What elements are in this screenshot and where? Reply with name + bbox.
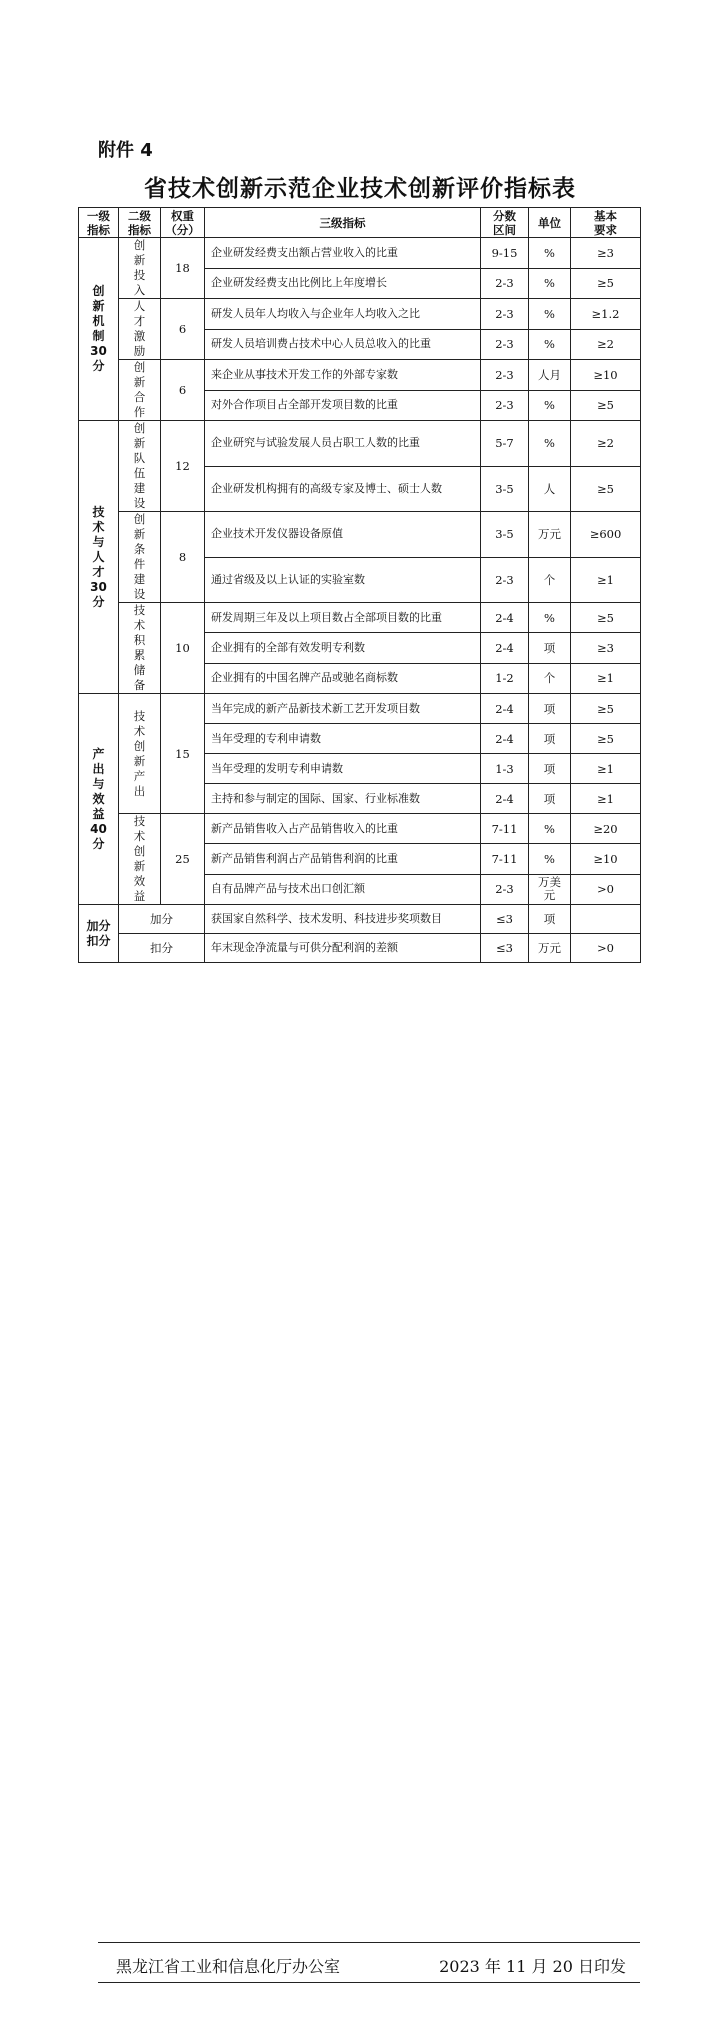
- indicator-cell: 企业拥有的全部有效发明专利数: [205, 633, 481, 663]
- indicator-cell: 企业拥有的中国名牌产品或驰名商标数: [205, 663, 481, 693]
- indicator-cell: 年末现金净流量与可供分配利润的差额: [205, 934, 481, 963]
- requirement-cell: ≥600: [571, 512, 641, 558]
- unit-cell: 项: [529, 754, 571, 784]
- unit-cell: %: [529, 329, 571, 360]
- requirement-cell: >0: [571, 874, 641, 904]
- indicator-cell: 主持和参与制定的国际、国家、行业标准数: [205, 784, 481, 814]
- header-range: 分数 区间: [481, 208, 529, 238]
- range-cell: 2-4: [481, 633, 529, 663]
- unit-cell: 万元: [529, 934, 571, 963]
- level1-output: 产 出 与 效 益 40 分: [79, 694, 119, 905]
- indicator-cell: 新产品销售利润占产品销售利润的比重: [205, 844, 481, 874]
- level2-subtract: 扣分: [119, 934, 205, 963]
- range-cell: 1-2: [481, 663, 529, 693]
- level1-mechanism: 创 新 机 制 30 分: [79, 238, 119, 421]
- header-level1: 一级 指标: [79, 208, 119, 238]
- unit-cell: 万元: [529, 512, 571, 558]
- level2-accumulation: 技 术 积 累 储 备: [119, 603, 161, 694]
- weight-cooperation: 6: [161, 360, 205, 421]
- attachment-label: 附件 4: [98, 140, 153, 161]
- weight-incentive: 6: [161, 299, 205, 360]
- weight-tech-output: 15: [161, 694, 205, 814]
- indicator-cell: 新产品销售收入占产品销售收入的比重: [205, 814, 481, 844]
- table-row: [79, 905, 641, 934]
- indicator-cell: 当年受理的专利申请数: [205, 724, 481, 754]
- unit-cell: %: [529, 844, 571, 874]
- requirement-cell: >0: [571, 934, 641, 963]
- unit-cell: 项: [529, 784, 571, 814]
- indicator-table: [78, 207, 641, 963]
- requirement-cell: ≥1.2: [571, 299, 641, 330]
- requirement-cell: ≥1: [571, 557, 641, 603]
- range-cell: 2-3: [481, 557, 529, 603]
- requirement-cell: ≥2: [571, 421, 641, 467]
- level2-tech-output: 技 术 创 新 产 出: [119, 694, 161, 814]
- range-cell: 1-3: [481, 754, 529, 784]
- table-row: [79, 299, 641, 330]
- footer-date: 2023 年 11 月 20 日印发: [439, 1957, 626, 1976]
- requirement-cell: ≥5: [571, 694, 641, 724]
- requirement-cell: ≥5: [571, 724, 641, 754]
- indicator-cell: 研发人员培训费占技术中心人员总收入的比重: [205, 329, 481, 360]
- header-level3: 三级指标: [205, 208, 481, 238]
- level2-cooperation: 创 新 合 作: [119, 360, 161, 421]
- requirement-cell: [571, 905, 641, 934]
- indicator-cell: 通过省级及以上认证的实验室数: [205, 557, 481, 603]
- level2-add: 加分: [119, 905, 205, 934]
- indicator-cell: 研发人员年人均收入与企业年人均收入之比: [205, 299, 481, 330]
- indicator-cell: 当年受理的发明专利申请数: [205, 754, 481, 784]
- weight-investment: 18: [161, 238, 205, 299]
- header-level2: 二级 指标: [119, 208, 161, 238]
- range-cell: 2-3: [481, 874, 529, 904]
- indicator-cell: 企业技术开发仪器设备原值: [205, 512, 481, 558]
- range-cell: 2-4: [481, 603, 529, 633]
- table-row: [79, 603, 641, 633]
- table-row: [79, 814, 641, 844]
- unit-cell: %: [529, 390, 571, 421]
- header-unit: 单位: [529, 208, 571, 238]
- unit-cell: %: [529, 814, 571, 844]
- indicator-cell: 企业研发经费支出比例比上年度增长: [205, 268, 481, 299]
- table-row: [79, 238, 641, 269]
- unit-cell: 个: [529, 663, 571, 693]
- indicator-cell: 企业研发经费支出额占营业收入的比重: [205, 238, 481, 269]
- requirement-cell: ≥1: [571, 784, 641, 814]
- requirement-cell: ≥5: [571, 466, 641, 512]
- requirement-cell: ≥5: [571, 268, 641, 299]
- unit-cell: %: [529, 603, 571, 633]
- indicator-cell: 企业研究与试验发展人员占职工人数的比重: [205, 421, 481, 467]
- indicator-cell: 来企业从事技术开发工作的外部专家数: [205, 360, 481, 391]
- weight-conditions: 8: [161, 512, 205, 603]
- header-weight: 权重 （分）: [161, 208, 205, 238]
- requirement-cell: ≥10: [571, 360, 641, 391]
- range-cell: 2-4: [481, 724, 529, 754]
- range-cell: 7-11: [481, 844, 529, 874]
- page-title: 省技术创新示范企业技术创新评价指标表: [144, 176, 576, 202]
- header-row: [79, 208, 641, 238]
- level2-tech-benefit: 技 术 创 新 效 益: [119, 814, 161, 905]
- range-cell: 2-3: [481, 268, 529, 299]
- requirement-cell: ≥1: [571, 663, 641, 693]
- range-cell: ≤3: [481, 905, 529, 934]
- range-cell: 2-4: [481, 694, 529, 724]
- unit-cell: 项: [529, 724, 571, 754]
- requirement-cell: ≥3: [571, 633, 641, 663]
- unit-cell: %: [529, 238, 571, 269]
- indicator-cell: 对外合作项目占全部开发项目数的比重: [205, 390, 481, 421]
- level2-investment: 创 新 投 入: [119, 238, 161, 299]
- level2-incentive: 人 才 激 励: [119, 299, 161, 360]
- range-cell: 3-5: [481, 466, 529, 512]
- table-row: [79, 512, 641, 558]
- requirement-cell: ≥1: [571, 754, 641, 784]
- range-cell: 2-3: [481, 299, 529, 330]
- range-cell: 2-3: [481, 360, 529, 391]
- unit-cell: 个: [529, 557, 571, 603]
- range-cell: 2-4: [481, 784, 529, 814]
- indicator-cell: 企业研发机构拥有的高级专家及博士、硕士人数: [205, 466, 481, 512]
- header-requirement: 基本 要求: [571, 208, 641, 238]
- weight-tech-benefit: 25: [161, 814, 205, 905]
- range-cell: 7-11: [481, 814, 529, 844]
- level1-bonus: 加分 扣分: [79, 905, 119, 963]
- indicator-cell: 当年完成的新产品新技术新工艺开发项目数: [205, 694, 481, 724]
- footer-office: 黑龙江省工业和信息化厅办公室: [116, 1957, 341, 1976]
- unit-cell: 项: [529, 633, 571, 663]
- unit-cell: 万美 元: [529, 874, 571, 904]
- range-cell: 5-7: [481, 421, 529, 467]
- table-row: [79, 360, 641, 391]
- range-cell: ≤3: [481, 934, 529, 963]
- weight-accumulation: 10: [161, 603, 205, 694]
- footer-bottom-rule: [98, 1982, 640, 1983]
- weight-team: 12: [161, 421, 205, 512]
- unit-cell: %: [529, 421, 571, 467]
- range-cell: 2-3: [481, 390, 529, 421]
- indicator-cell: 研发周期三年及以上项目数占全部项目数的比重: [205, 603, 481, 633]
- table-row: [79, 934, 641, 963]
- requirement-cell: ≥3: [571, 238, 641, 269]
- requirement-cell: ≥5: [571, 390, 641, 421]
- range-cell: 3-5: [481, 512, 529, 558]
- indicator-cell: 自有品牌产品与技术出口创汇额: [205, 874, 481, 904]
- footer-top-rule: [98, 1942, 640, 1943]
- level2-team: 创 新 队 伍 建 设: [119, 421, 161, 512]
- unit-cell: %: [529, 299, 571, 330]
- table-row: [79, 421, 641, 467]
- unit-cell: 项: [529, 694, 571, 724]
- unit-cell: 人月: [529, 360, 571, 391]
- unit-cell: 项: [529, 905, 571, 934]
- requirement-cell: ≥10: [571, 844, 641, 874]
- requirement-cell: ≥5: [571, 603, 641, 633]
- unit-cell: 人: [529, 466, 571, 512]
- level1-talent: 技 术 与 人 才 30 分: [79, 421, 119, 694]
- indicator-cell: 获国家自然科学、技术发明、科技进步奖项数目: [205, 905, 481, 934]
- requirement-cell: ≥20: [571, 814, 641, 844]
- range-cell: 9-15: [481, 238, 529, 269]
- range-cell: 2-3: [481, 329, 529, 360]
- level2-conditions: 创 新 条 件 建 设: [119, 512, 161, 603]
- table-row: [79, 694, 641, 724]
- requirement-cell: ≥2: [571, 329, 641, 360]
- unit-cell: %: [529, 268, 571, 299]
